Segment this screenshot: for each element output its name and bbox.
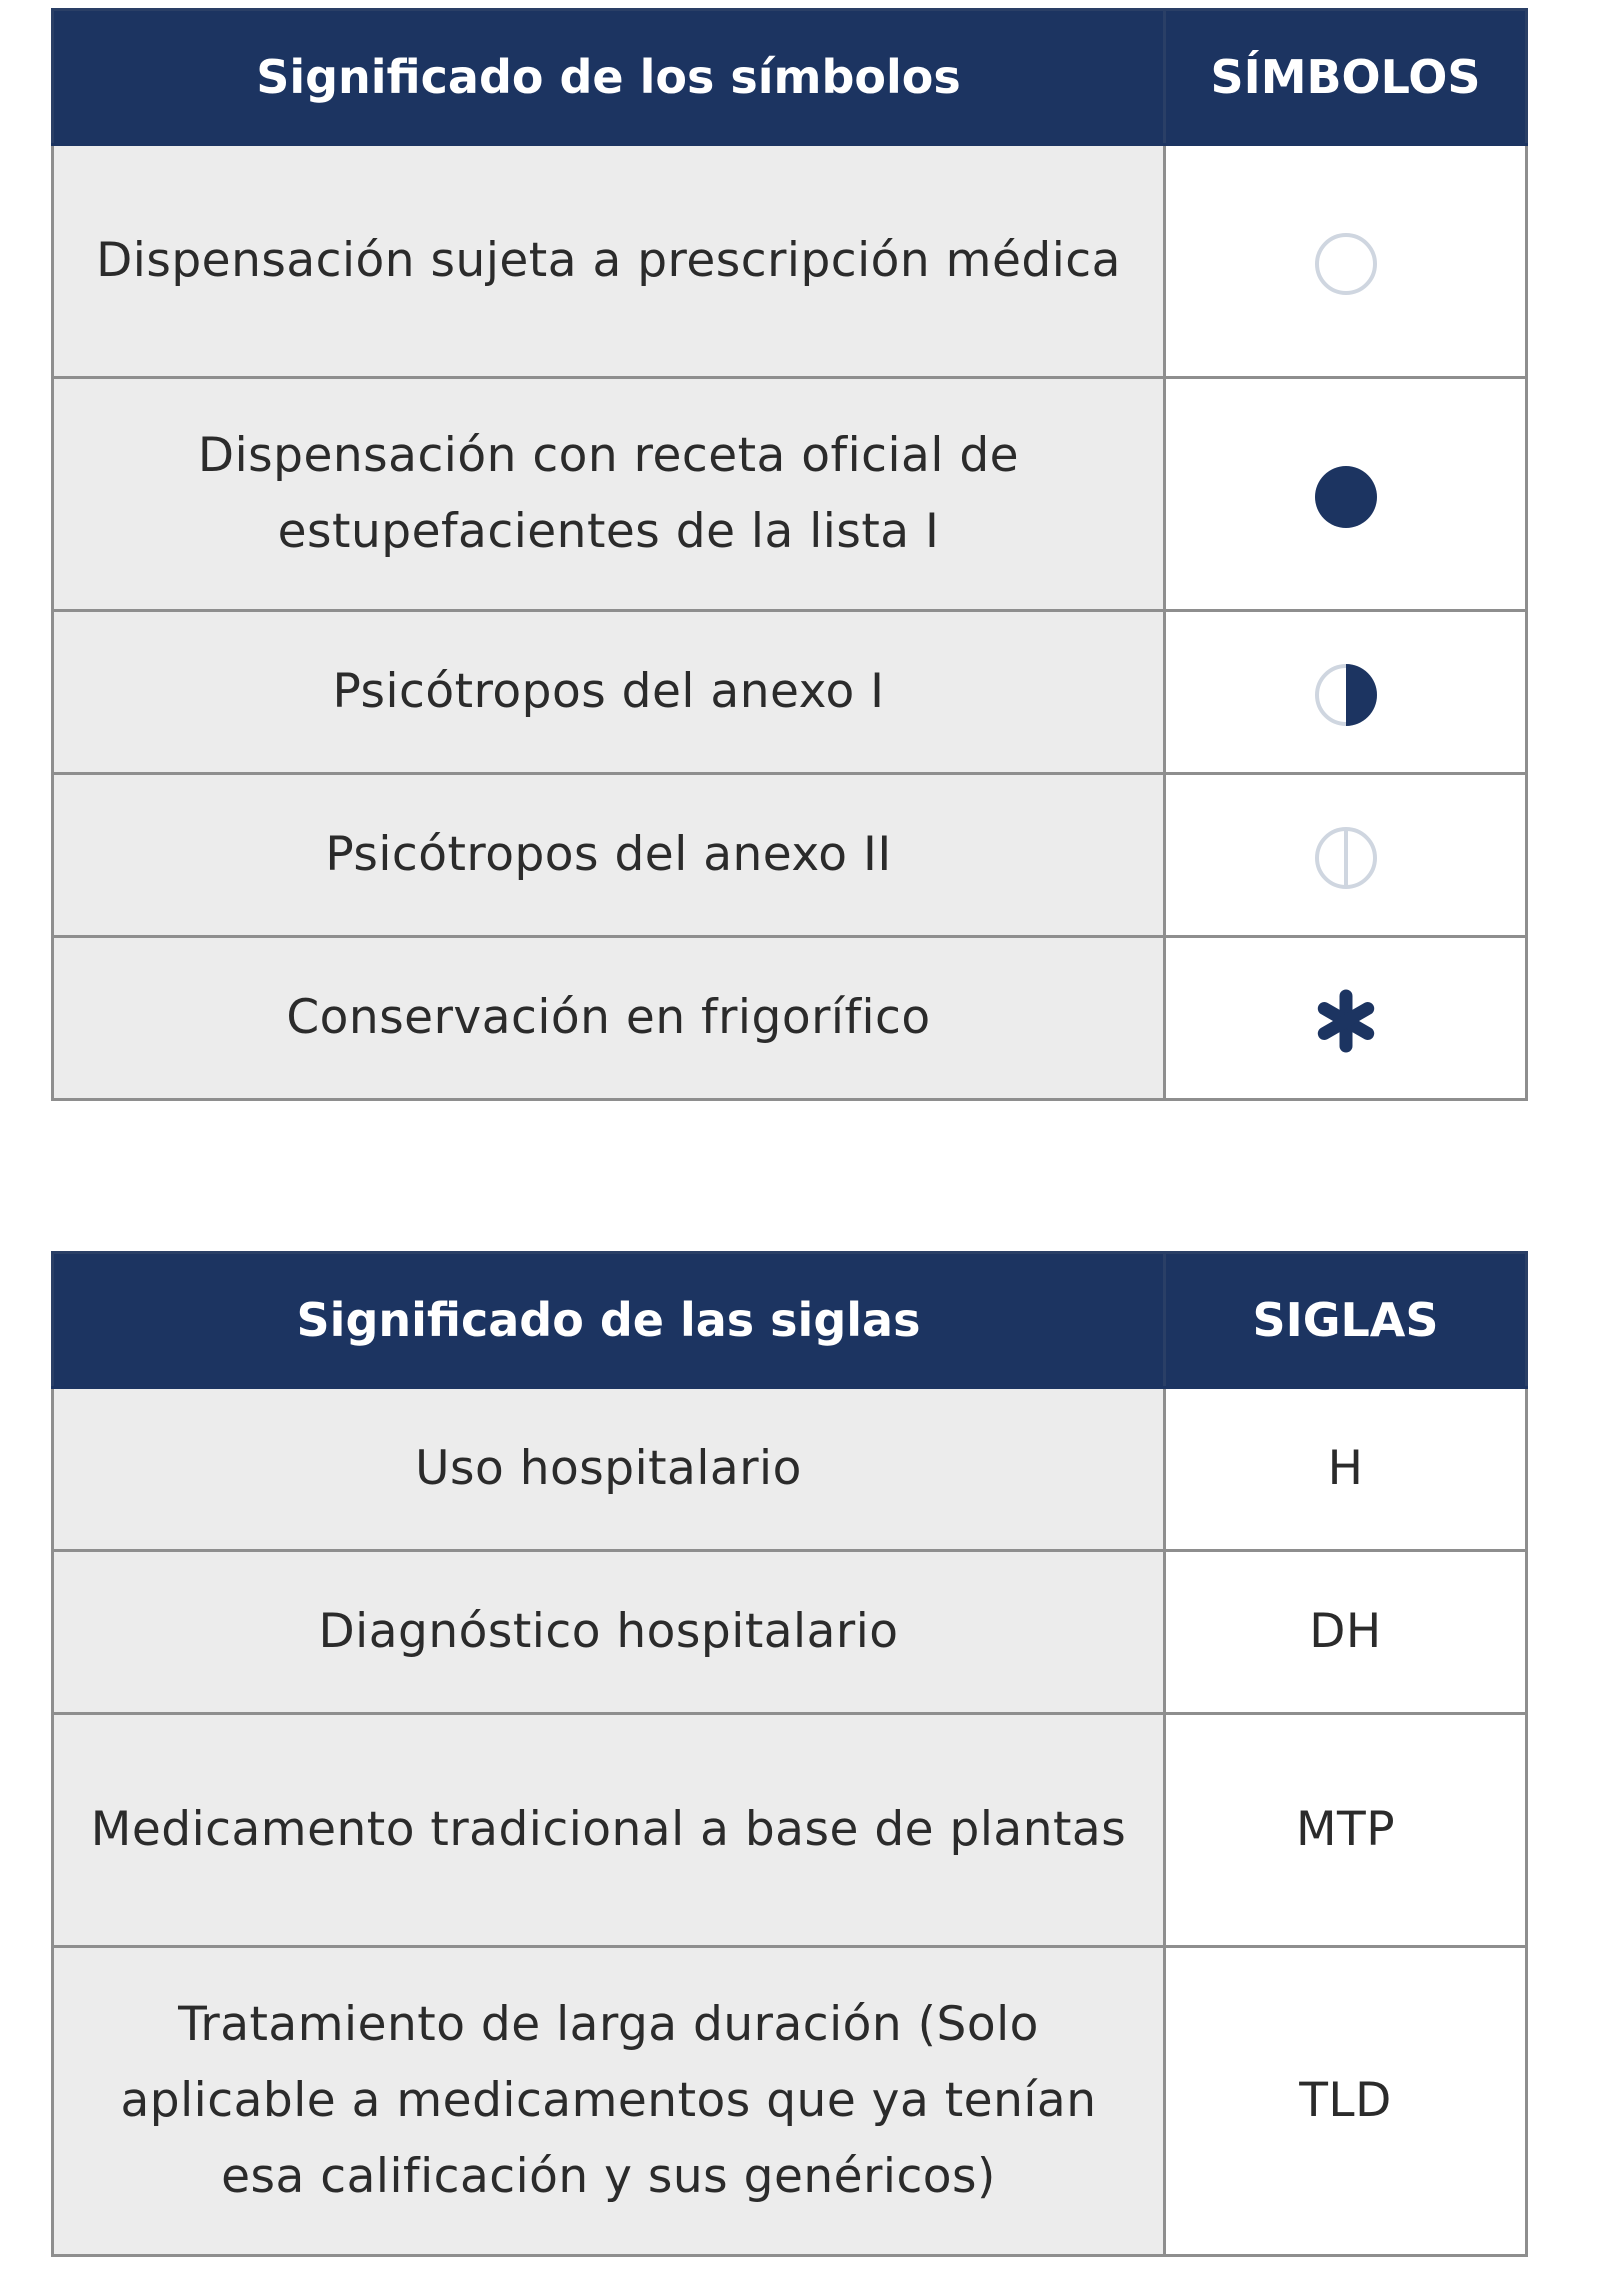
table-row <box>53 774 1527 937</box>
split-circle-icon <box>1311 823 1381 893</box>
acronym-value: MTP <box>1165 1714 1527 1947</box>
table-row <box>53 611 1527 774</box>
symbol-meaning: Conservación en frigorífico <box>53 937 1165 1100</box>
asterisk-icon <box>1311 986 1381 1056</box>
symbol-meaning: Psicótropos del anexo II <box>53 774 1165 937</box>
acronym-meaning: Medicamento tradicional a base de plantas <box>53 1714 1165 1947</box>
symbols-header-symbol: SÍMBOLOS <box>1165 10 1527 145</box>
symbol-cell <box>1165 378 1527 611</box>
acronyms-header-acronym: SIGLAS <box>1165 1253 1527 1388</box>
table-row <box>53 378 1527 611</box>
half-filled-circle-icon <box>1311 660 1381 730</box>
acronym-meaning: Uso hospitalario <box>53 1388 1165 1551</box>
table-row <box>53 145 1527 378</box>
acronyms-header-row <box>53 1253 1527 1388</box>
symbol-cell <box>1165 145 1527 378</box>
symbol-cell <box>1165 774 1527 937</box>
table-row <box>53 1388 1527 1551</box>
acronym-value: TLD <box>1165 1947 1527 2256</box>
acronyms-table <box>51 1251 1528 2257</box>
symbols-header-row <box>53 10 1527 145</box>
filled-circle-icon <box>1311 462 1381 532</box>
symbols-header-meaning: Significado de los símbolos <box>53 10 1165 145</box>
acronym-value: DH <box>1165 1551 1527 1714</box>
table-row <box>53 1551 1527 1714</box>
table-row <box>53 1947 1527 2256</box>
symbol-meaning: Psicótropos del anexo I <box>53 611 1165 774</box>
acronym-meaning: Tratamiento de larga duración (Solo aplicable a medicamentos que ya tenían esa calificación y sus genéricos) <box>53 1947 1165 2256</box>
acronyms-header-meaning: Significado de las siglas <box>53 1253 1165 1388</box>
table-row <box>53 937 1527 1100</box>
white-circle-icon <box>1311 229 1381 299</box>
symbols-table <box>51 8 1528 1101</box>
symbol-meaning: Dispensación con receta oficial de estupefacientes de la lista I <box>53 378 1165 611</box>
symbol-cell <box>1165 611 1527 774</box>
table-row <box>53 1714 1527 1947</box>
symbol-cell <box>1165 937 1527 1100</box>
symbol-meaning: Dispensación sujeta a prescripción médica <box>53 145 1165 378</box>
acronym-value: H <box>1165 1388 1527 1551</box>
acronym-meaning: Diagnóstico hospitalario <box>53 1551 1165 1714</box>
